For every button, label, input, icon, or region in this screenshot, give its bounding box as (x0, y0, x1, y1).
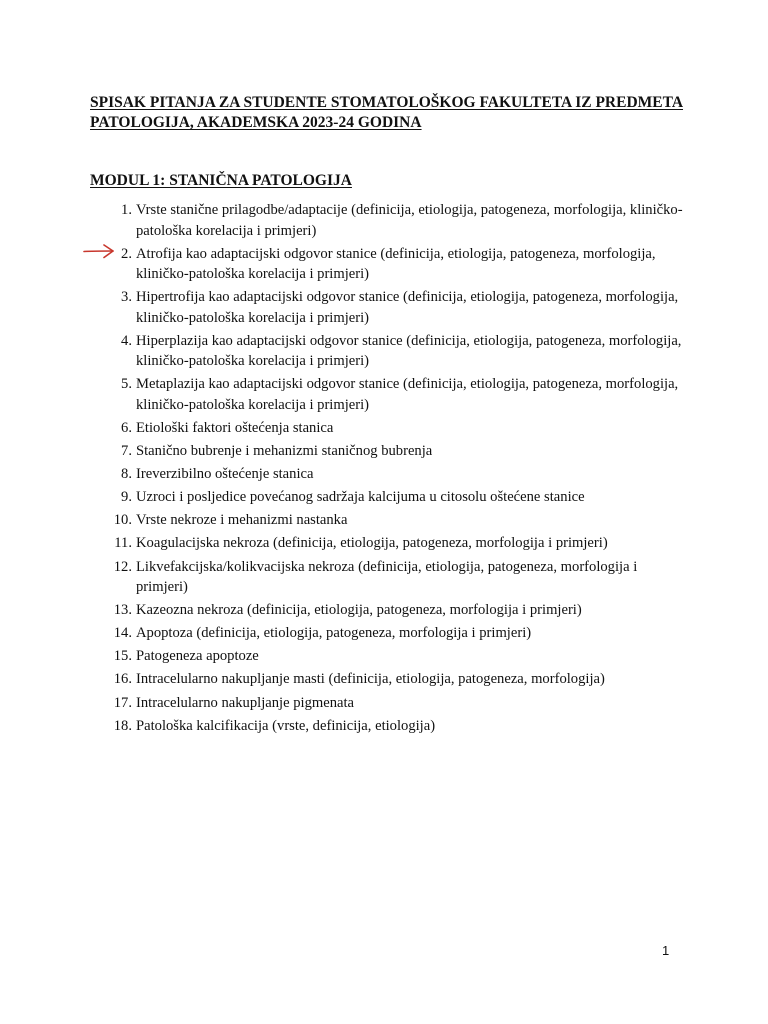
question-number (90, 331, 136, 372)
question-number (90, 510, 136, 531)
question-item (90, 441, 690, 462)
question-item (90, 418, 690, 439)
question-list (90, 200, 690, 739)
question-text: Ireverzibilno oštećenje stanica (136, 466, 314, 483)
question-item (90, 557, 690, 598)
question-text: Stanično bubrenje i mehanizmi staničnog bubrenja (136, 443, 433, 460)
question-number-label: 10. (113, 512, 132, 529)
document-title-line-1: SPISAK PITANJA ZA STUDENTE STOMATOLOŠKOG FAKULTETA IZ PREDMETA (90, 94, 684, 111)
question-text: Kazeozna nekroza (definicija, etiologija, patogeneza, morfologija i primjeri) (136, 602, 582, 619)
question-number-label: 6. (121, 419, 132, 436)
question-text: Hipertrofija kao adaptacijski odgovor stanice (definicija, etiologija, patogeneza, morfologija, kliničko-patološka korelacija i primjeri) (136, 289, 679, 326)
module-heading: MODUL 1: STANIČNA PATOLOGIJA (90, 172, 352, 189)
question-number-label: 16. (113, 671, 132, 688)
question-item (90, 374, 690, 415)
question-number-label: 13. (113, 602, 132, 619)
question-number-label: 3. (121, 289, 132, 306)
question-number (90, 669, 136, 690)
question-item (90, 533, 690, 554)
question-item (90, 669, 690, 690)
question-number-label: 15. (113, 648, 132, 665)
question-number (90, 716, 136, 737)
question-item (90, 464, 690, 485)
question-item (90, 623, 690, 644)
page-number: 1 (662, 943, 670, 958)
question-number-label: 12. (113, 558, 132, 575)
question-number (90, 646, 136, 667)
question-number (90, 441, 136, 462)
question-number-label: 11. (114, 535, 132, 552)
question-number (90, 533, 136, 554)
question-text: Apoptoza (definicija, etiologija, patogeneza, morfologija i primjeri) (136, 625, 532, 642)
question-number-label: 9. (121, 489, 132, 506)
question-item (90, 510, 690, 531)
question-text: Vrste stanične prilagodbe/adaptacije (definicija, etiologija, patogeneza, morfologija, kliničko-patološka korelacija i primjeri) (136, 202, 683, 239)
question-number (90, 600, 136, 621)
document-title (90, 93, 690, 133)
question-text: Atrofija kao adaptacijski odgovor stanice (definicija, etiologija, patogeneza, morfologija, kliničko-patološka korelacija i primjeri) (136, 245, 656, 283)
question-number-label: 14. (113, 625, 132, 642)
question-item (90, 331, 690, 372)
question-number-label: 2. (121, 245, 132, 262)
question-item (90, 600, 690, 621)
question-item (90, 487, 690, 508)
question-text: Vrste nekroze i mehanizmi nastanka (136, 512, 348, 529)
question-item (90, 693, 690, 714)
question-text: Metaplazija kao adaptacijski odgovor stanice (definicija, etiologija, patogeneza, morfologija, kliničko-patološka korelacija i primjeri) (136, 376, 679, 413)
question-text: Likvefakcijska/kolikvacijska nekroza (definicija, etiologija, patogeneza, morfologija i primjeri) (136, 558, 638, 596)
question-number-label: 1. (121, 202, 132, 218)
question-number-label: 8. (121, 466, 132, 483)
question-item (90, 287, 690, 328)
question-text: Intracelularno nakupljanje pigmenata (136, 694, 355, 711)
question-item (90, 200, 690, 241)
question-number (90, 464, 136, 485)
question-item (90, 646, 690, 667)
question-number (90, 623, 136, 644)
question-number (90, 200, 136, 241)
question-number-label: 18. (113, 717, 132, 734)
question-number (90, 487, 136, 508)
question-text: Koagulacijska nekroza (definicija, etiologija, patogeneza, morfologija i primjeri) (136, 535, 608, 552)
question-number-label: 4. (121, 332, 132, 349)
question-text: Uzroci i posljedice povećanog sadržaja kalcijuma u citosolu oštećene stanice (136, 489, 585, 506)
document-title-line-2: PATOLOGIJA, AKADEMSKA 2023-24 GODINA (90, 114, 422, 131)
question-text: Intracelularno nakupljanje masti (definicija, etiologija, patogeneza, morfologija) (136, 671, 605, 688)
question-item (90, 716, 690, 737)
question-number-label: 5. (121, 376, 132, 393)
question-text: Patogeneza apoptoze (136, 648, 259, 665)
question-text: Hiperplazija kao adaptacijski odgovor stanice (definicija, etiologija, patogeneza, morfologija, kliničko-patološka korelacija i primjeri) (136, 332, 682, 370)
question-number (90, 244, 136, 285)
question-number-label: 7. (121, 443, 132, 460)
question-number (90, 374, 136, 415)
question-number (90, 418, 136, 439)
question-text: Etiološki faktori oštećenja stanica (136, 419, 334, 436)
question-number (90, 287, 136, 328)
question-number (90, 693, 136, 714)
question-text: Patološka kalcifikacija (vrste, definicija, etiologija) (136, 717, 436, 734)
question-item (90, 244, 690, 285)
question-number-label: 17. (113, 694, 132, 711)
question-number (90, 557, 136, 598)
